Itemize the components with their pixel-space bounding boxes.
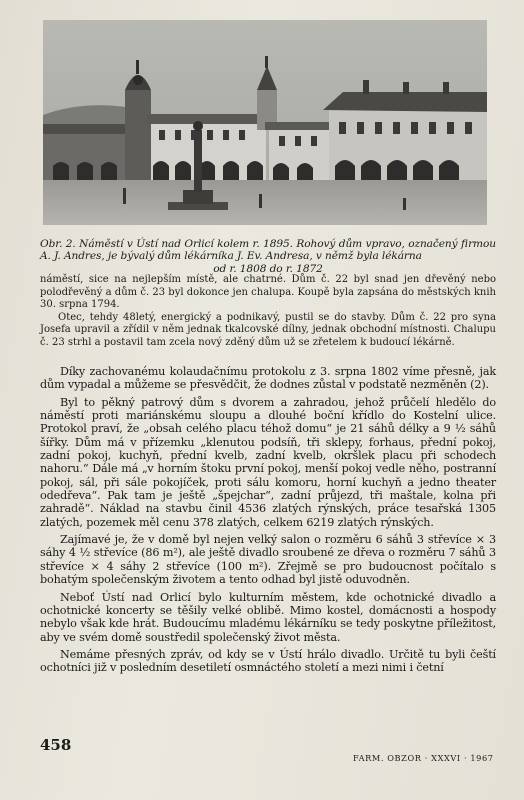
body-paragraph-5: Nemáme přesných zpráv, od kdy se v Ústí hrálo divadlo. Určitě tu byli čeští ochotníci již v posledním desetiletí osmnáctého století a mezi nimi i četní bbox=[40, 647, 496, 675]
body-paragraph-2: Byl to pěkný patrový dům s dvorem a zahradou, jehož průčelí hledělo do náměstí proti mariánskému sloupu a dlouhé boční křídlo do Kostelní ulice. Protokol praví, že „obsah celého placu téhož domu“ je 21 sáhů délky a 9 ½ sáhů šířky. Dům má v přízemku „klenutou podsíň, tři sklepy, forhaus, přední pokoj, zadní pokoj, kuchyň, přední kvelb, zadní kvelb, okršlek placu při schodech nahoru.“ Dále má „v horním štoku první pokoj, menší pokoj vedle něho, postranní pokoj, sál, při sále pokojíček, proti sálu komoru, horní kuchyň a jedno theater odedřeva“. Pak tam je ještě „špejchar“, zadní průjezd, tři maštale, kolna při zahradě“. Náklad na stavbu činil 4536 zlatých rýnských, práce tesařská 1305 zlatých, pozemek měl cenu 378 zlatých, celkem 6219 zlatých rýnských. bbox=[40, 395, 496, 529]
small-paragraph-1: náměstí, sice na nejlepším místě, ale chatrné. Dům č. 22 byl snad jen dřevěný nebo polodřevěný a dům č. 23 byl dokonce jen chalupa. Koupě byla zapsána do městských knih 30. srpna 1794. bbox=[40, 274, 496, 311]
photo-illustration bbox=[43, 20, 487, 225]
article-body bbox=[40, 365, 496, 679]
small-paragraph-2: Otec, tehdy 48letý, energický a podnikavý, pustil se do stavby. Dům č. 22 pro syna Josefa upravil a zřídil v něm jednak tkalcovské dílny, jednak obchodní místnosti. Chalupu č. 23 strhl a postavil tam zcela nový zděný dům už se zřetelem k budoucí lékárně. bbox=[40, 311, 496, 348]
historical-square-photo bbox=[43, 20, 487, 225]
page-number: 458 bbox=[40, 736, 72, 754]
body-paragraph-4: Neboť Ústí nad Orlicí bylo kulturním městem, kde ochotnické divadlo a ochotnické koncerty se těšily velké oblibě. Mimo kostel, domácnosti a hospody nebylo však kde hrát. Budoucímu mladému lékárníku se tedy poskytne příležitost, aby ve svém domě soustředil společenský život města. bbox=[40, 590, 496, 644]
body-paragraph-1: Díky zachovanému kolaudačnímu protokolu z 3. srpna 1802 víme přesně, jak dům vypadal a můžeme se přesvědčit, že dodnes zůstal v podstatě nezměněn (2). bbox=[40, 365, 496, 392]
figure-caption bbox=[40, 238, 496, 275]
caption-text: Obr. 2. Náměstí v Ústí nad Orlicí kolem r. 1895. Rohový dům vpravo, označený firmou A. J. Andres, je bývalý dům lékárníka J. Ev. Andresa, v němž byla lékárna bbox=[40, 238, 496, 263]
journal-footer: FARM. OBZOR · XXXVI · 1967 bbox=[353, 753, 494, 763]
caption-last-line: od r. 1808 do r. 1872 bbox=[213, 262, 323, 275]
body-paragraph-3: Zajímavé je, že v domě byl nejen velký salon o rozměru 6 sáhů 3 střevíce × 3 sáhy 4 ½ střevíce (86 m²), ale ještě divadlo sroubené ze dřeva o rozměru 7 sáhů 3 střevíce × 4 sáhy 2 střevíce (100 m²). Zřejmě se pro budoucnost počítalo s bohatým společenským životem a tento odhad byl jistě oduvodněn. bbox=[40, 533, 496, 587]
small-print-section bbox=[40, 274, 496, 350]
